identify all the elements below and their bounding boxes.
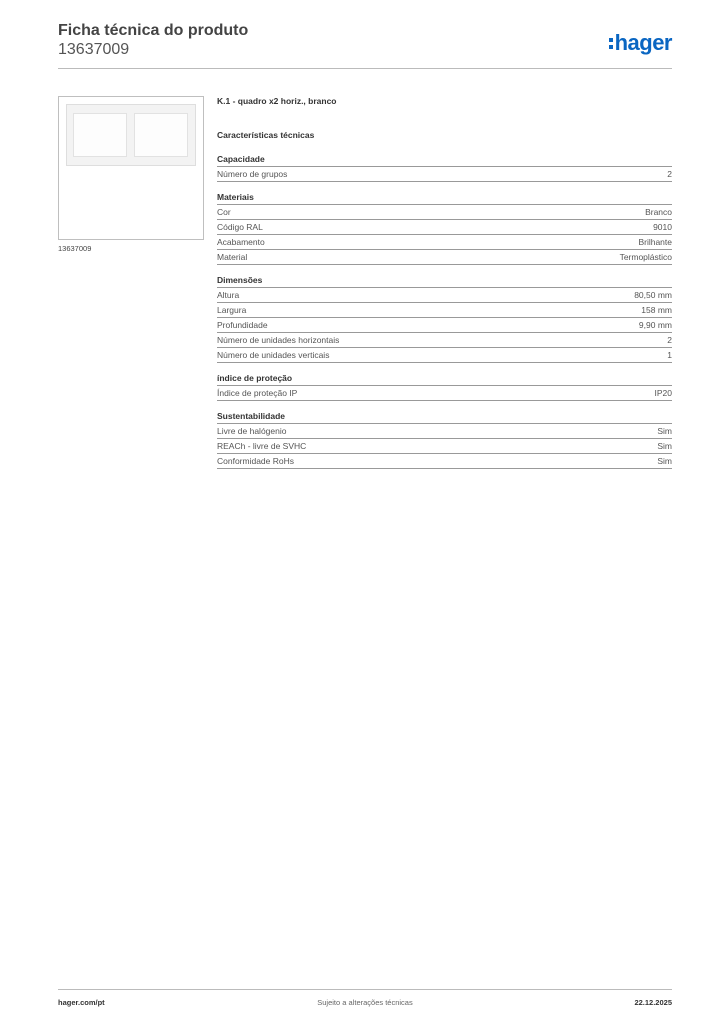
spec-value: 1 xyxy=(667,350,672,360)
spec-value: IP20 xyxy=(654,388,672,398)
section-title: Materiais xyxy=(217,191,672,205)
spec-row xyxy=(217,250,672,265)
spec-section xyxy=(217,274,672,363)
section-title: Sustentabilidade xyxy=(217,410,672,424)
spec-row xyxy=(217,288,672,303)
spec-row xyxy=(217,439,672,454)
spec-value: Termoplástico xyxy=(619,252,672,262)
section-title: índice de proteção xyxy=(217,372,672,386)
spec-sections xyxy=(217,153,672,469)
spec-value: Sim xyxy=(657,456,672,466)
spec-label: Largura xyxy=(217,305,247,315)
spec-label: REACh - livre de SVHC xyxy=(217,441,307,451)
spec-label: Acabamento xyxy=(217,237,265,247)
hager-logo xyxy=(609,30,672,56)
footer-date: 22.12.2025 xyxy=(634,998,672,1007)
spec-section xyxy=(217,410,672,469)
spec-row xyxy=(217,303,672,318)
section-title: Dimensões xyxy=(217,274,672,288)
spec-value: 9010 xyxy=(653,222,672,232)
spec-label: Profundidade xyxy=(217,320,268,330)
spec-label: Índice de proteção IP xyxy=(217,388,298,398)
logo-dots-icon xyxy=(609,38,613,49)
spec-value: 80,50 mm xyxy=(634,290,672,300)
spec-label: Conformidade RoHs xyxy=(217,456,295,466)
header-divider xyxy=(58,68,672,69)
logo-text: hager xyxy=(614,30,672,55)
section-title: Capacidade xyxy=(217,153,672,167)
spec-row xyxy=(217,318,672,333)
spec-content xyxy=(217,95,672,478)
spec-section xyxy=(217,191,672,265)
spec-row xyxy=(217,235,672,250)
spec-section xyxy=(217,372,672,401)
spec-label: Material xyxy=(217,252,248,262)
product-name: K.1 - quadro x2 horiz., branco xyxy=(217,96,337,106)
spec-value: Brilhante xyxy=(638,237,672,247)
spec-value: Sim xyxy=(657,441,672,451)
spec-value: Branco xyxy=(645,207,672,217)
footer-notice: Sujeito a alterações técnicas xyxy=(317,998,413,1007)
tech-characteristics-title: Características técnicas xyxy=(217,130,315,140)
spec-value: 158 mm xyxy=(641,305,672,315)
spec-row xyxy=(217,424,672,439)
spec-label: Número de unidades horizontais xyxy=(217,335,340,345)
footer-website[interactable]: hager.com/pt xyxy=(58,998,105,1007)
frame-opening-right xyxy=(134,113,188,157)
spec-row xyxy=(217,454,672,469)
product-code: 13637009 xyxy=(58,41,130,58)
spec-section xyxy=(217,153,672,182)
spec-value: 9,90 mm xyxy=(638,320,672,330)
double-frame-icon xyxy=(66,104,196,166)
spec-label: Livre de halógenio xyxy=(217,426,287,436)
spec-value: 2 xyxy=(667,335,672,345)
spec-label: Número de unidades verticais xyxy=(217,350,330,360)
spec-label: Altura xyxy=(217,290,240,300)
spec-row xyxy=(217,386,672,401)
spec-row xyxy=(217,220,672,235)
document-title: Ficha técnica do produto xyxy=(58,22,249,39)
spec-row xyxy=(217,205,672,220)
frame-opening-left xyxy=(73,113,127,157)
page-header xyxy=(58,22,672,68)
spec-value: Sim xyxy=(657,426,672,436)
spec-label: Número de grupos xyxy=(217,169,288,179)
product-image xyxy=(58,96,204,240)
spec-value: 2 xyxy=(667,169,672,179)
spec-row xyxy=(217,348,672,363)
spec-label: Código RAL xyxy=(217,222,263,232)
product-image-caption: 13637009 xyxy=(58,244,92,253)
spec-row xyxy=(217,167,672,182)
spec-label: Cor xyxy=(217,207,231,217)
spec-row xyxy=(217,333,672,348)
footer-divider xyxy=(58,989,672,990)
